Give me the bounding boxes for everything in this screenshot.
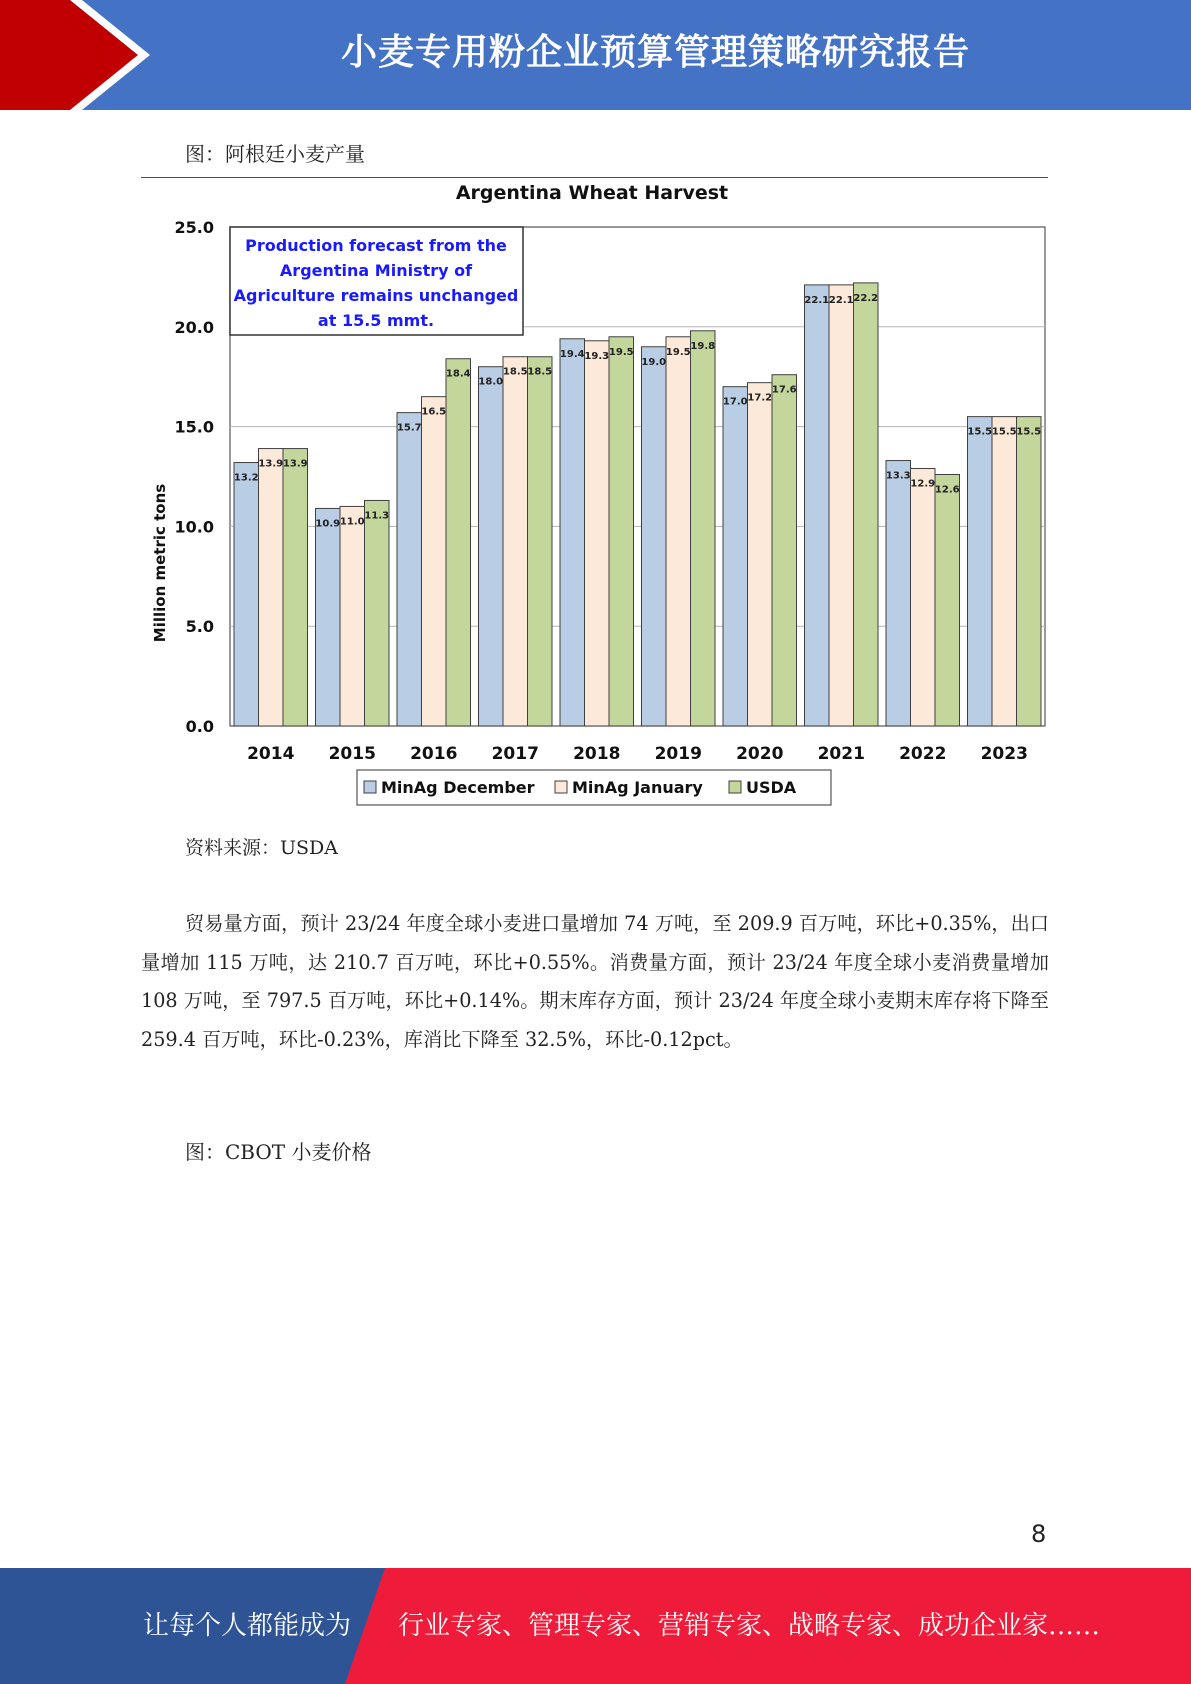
bar-data-label: 15.7: [396, 422, 422, 434]
bar: [340, 506, 365, 726]
bar: [422, 397, 447, 726]
legend-swatch: [364, 781, 376, 793]
annotation-line: at 15.5 mmt.: [317, 311, 435, 330]
bar: [691, 331, 716, 726]
figure-source: 资料来源：USDA: [185, 837, 338, 859]
legend-swatch: [555, 781, 567, 793]
x-tick-label: 2015: [328, 744, 376, 764]
bar: [805, 285, 830, 726]
bar-data-label: 19.5: [665, 346, 691, 358]
bar-data-label: 17.6: [771, 384, 797, 396]
chart-title: Argentina Wheat Harvest: [455, 182, 729, 204]
x-tick-label: 2019: [654, 744, 702, 764]
bar: [316, 508, 341, 726]
bar: [503, 357, 528, 726]
x-tick-label: 2023: [980, 744, 1028, 764]
bar-data-label: 18.5: [502, 366, 528, 378]
y-tick-label: 5.0: [185, 617, 214, 637]
bar: [528, 357, 553, 726]
footer-slogan: 让每个人都能成为: [143, 1611, 352, 1641]
x-tick-label: 2017: [491, 744, 539, 764]
annotation-line: Agriculture remains unchanged: [233, 286, 519, 305]
bar-data-label: 19.0: [641, 356, 667, 368]
bar: [723, 387, 748, 726]
body-paragraph-trade-volume: 贸易量方面，预计 23/24 年度全球小麦进口量增加 74 万吨，至 209.9 百万吨，环比+0.35%，出口量增加 115 万吨，达 210.7 百万吨，环比+0.55%。消费量方面，预计 23/24 年度全球小麦消费量增加 108 万吨，至 797.5 百万吨，环比+0.14%。期末库存方面，预计 23/24 年度全球小麦期末库存将下降至 259.4 百万吨，环比-0.23%，库消比下降至 32.5%，环比-0.12pct。: [141, 912, 1049, 1051]
chart-y-axis-label: Million metric tons: [151, 483, 169, 643]
bar-data-label: 11.0: [339, 516, 365, 528]
x-tick-label: 2016: [410, 744, 458, 764]
bar: [259, 449, 284, 726]
bar: [585, 341, 610, 726]
header-red-chevron: [0, 0, 150, 110]
y-tick-label: 20.0: [174, 317, 214, 337]
bar-data-label: 18.5: [527, 366, 553, 378]
bar-data-label: 10.9: [315, 518, 341, 530]
bar: [968, 417, 993, 726]
bar: [886, 461, 911, 726]
bar: [283, 449, 308, 726]
report-title: 小麦专用粉企业预算管理策略研究报告: [340, 32, 970, 73]
bar: [772, 375, 797, 726]
chart-annotation: [230, 227, 523, 335]
bar: [365, 500, 390, 726]
bar: [748, 383, 773, 726]
page-footer: [0, 1568, 1191, 1684]
bar-data-label: 18.4: [445, 368, 471, 380]
bar-data-label: 15.5: [967, 426, 993, 438]
bar-data-label: 13.9: [282, 458, 308, 470]
bar-data-label: 12.6: [934, 484, 960, 496]
bar: [992, 417, 1017, 726]
bar-data-label: 13.2: [233, 472, 259, 484]
y-tick-label: 15.0: [174, 417, 214, 437]
bar-data-label: 16.5: [421, 406, 447, 418]
y-tick-label: 10.0: [174, 517, 214, 537]
bar-data-label: 17.0: [722, 396, 748, 408]
x-tick-label: 2014: [247, 744, 295, 764]
x-tick-label: 2022: [899, 744, 947, 764]
page-number: 8: [1031, 1520, 1047, 1548]
bar: [829, 285, 854, 726]
bar-data-label: 13.9: [258, 458, 284, 470]
page-header: [0, 0, 1191, 110]
bar-data-label: 22.1: [828, 294, 854, 306]
bar-data-label: 19.4: [559, 348, 585, 360]
bar-data-label: 15.5: [1016, 426, 1042, 438]
bar: [911, 469, 936, 726]
bar-data-label: 22.1: [804, 294, 830, 306]
x-tick-label: 2018: [573, 744, 621, 764]
annotation-line: Production forecast from the: [245, 236, 507, 255]
bar-data-label: 18.0: [478, 376, 504, 388]
chart-legend: [357, 770, 831, 805]
bar: [935, 475, 960, 726]
argentina-wheat-chart: [141, 178, 1048, 808]
y-tick-label: 0.0: [185, 717, 214, 736]
bar: [446, 359, 471, 726]
bar: [479, 367, 504, 726]
bar-data-label: 13.3: [885, 470, 911, 482]
x-tick-label: 2021: [817, 744, 865, 764]
bar-data-label: 19.5: [608, 346, 634, 358]
legend-swatch: [729, 781, 741, 793]
bar-data-label: 19.3: [584, 350, 610, 362]
x-tick-label: 2020: [736, 744, 784, 764]
legend-label: MinAg December: [381, 778, 535, 797]
figure-caption-argentina-wheat: 图：阿根廷小麦产量: [185, 142, 365, 166]
bar-data-label: 15.5: [991, 426, 1017, 438]
figure-caption-cbot-wheat: 图：CBOT 小麦价格: [185, 1140, 372, 1164]
bar: [666, 337, 691, 726]
legend-label: MinAg January: [572, 778, 703, 797]
bar: [642, 347, 667, 726]
bar: [1017, 417, 1042, 726]
bar-data-label: 11.3: [364, 510, 390, 522]
bar: [609, 337, 634, 726]
bar-data-label: 22.2: [853, 292, 879, 304]
bar: [234, 463, 259, 726]
bar-data-label: 12.9: [910, 478, 936, 490]
annotation-line: Argentina Ministry of: [279, 261, 473, 280]
bar: [397, 413, 422, 726]
bar-data-label: 19.8: [690, 340, 716, 352]
bar-data-label: 17.2: [747, 392, 773, 404]
legend-label: USDA: [746, 778, 797, 797]
bar: [854, 283, 879, 726]
bar: [560, 339, 585, 726]
y-tick-label: 25.0: [174, 218, 214, 237]
footer-roles: 行业专家、管理专家、营销专家、战略专家、成功企业家……: [398, 1611, 1101, 1641]
